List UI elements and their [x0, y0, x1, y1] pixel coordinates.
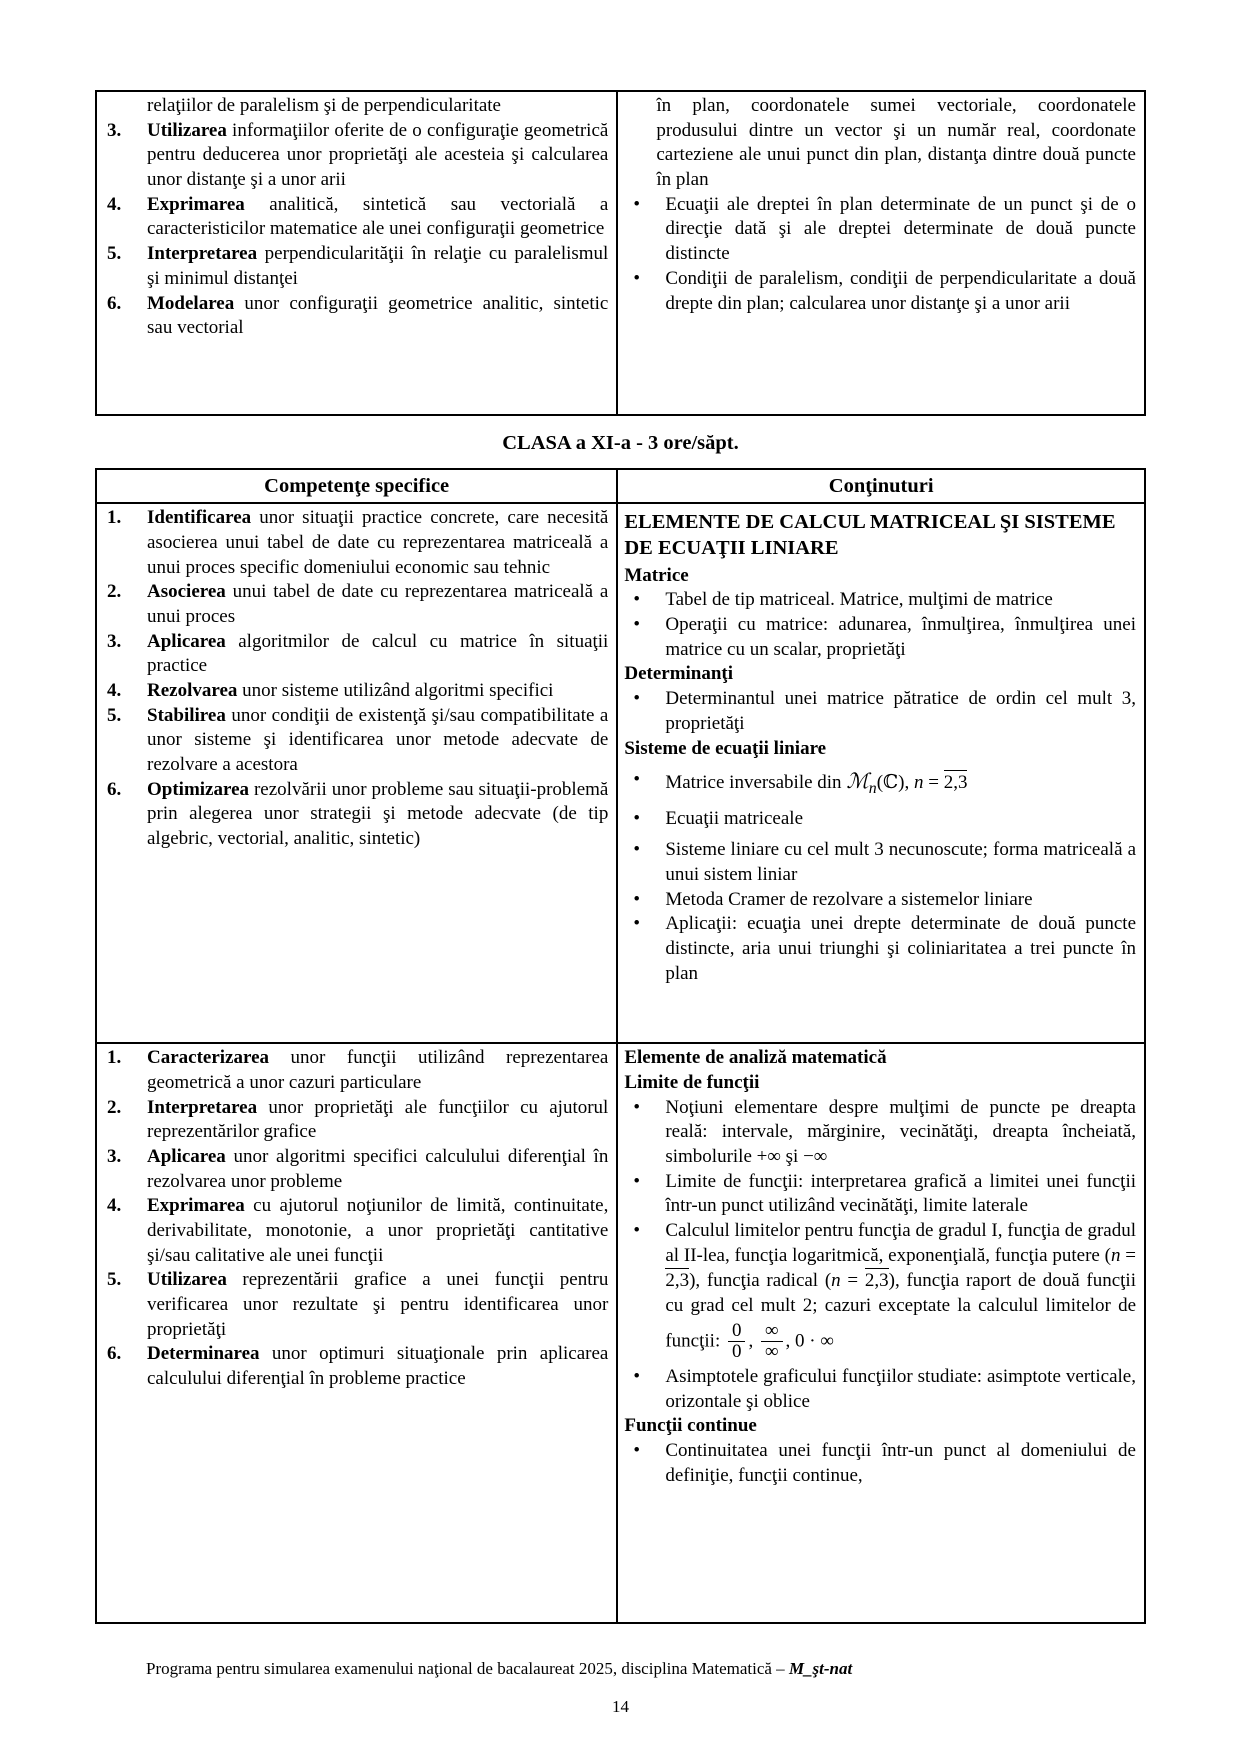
content-bullet-math — [624, 768, 1136, 799]
bullet-marker: • — [633, 1365, 640, 1387]
item-number: 4. — [107, 680, 122, 702]
item-number: 6. — [107, 1343, 122, 1365]
math-equals: = — [923, 772, 944, 794]
fraction-numerator: 0 — [728, 1321, 746, 1343]
table-continuation — [95, 90, 1146, 416]
numbered-item — [103, 506, 608, 580]
item-rest: unui tabel de date cu reprezentarea matriceală a unui proces — [147, 581, 609, 627]
bullet-text: Ecuaţii matriceale — [665, 807, 804, 829]
item-number: 3. — [107, 630, 122, 652]
item-text — [147, 1194, 608, 1268]
content-bullet — [624, 613, 1136, 662]
item-rest: unor sisteme utilizând algoritmi specifici — [237, 680, 554, 702]
item-lead: Utilizarea — [147, 119, 227, 141]
bullet-marker: • — [633, 1096, 640, 1118]
fraction-zero-over-zero — [728, 1321, 746, 1363]
subsection-heading: Funcţii continue — [624, 1415, 757, 1437]
item-lead: Aplicarea — [147, 630, 226, 652]
continuation-text: în plan, coordonatele sumei vectoriale, coordonatele produsului dintre un vector şi un număr real, coordonate carteziene ale unui punct din plan, distanţa dintre două puncte în plan — [656, 95, 1136, 191]
item-text — [147, 1342, 608, 1391]
item-number: 1. — [107, 1047, 122, 1069]
item-text — [147, 778, 608, 852]
numbered-item — [103, 1268, 608, 1342]
content-bullet — [624, 687, 1136, 736]
footer-program-code: M_şt-nat — [788, 1659, 853, 1678]
content-bullet — [624, 588, 1136, 613]
item-rest: unor algoritmi specifici calculului diferenţial în rezolvarea unor probleme — [147, 1145, 609, 1192]
item-text — [147, 1268, 608, 1342]
item-number: 1. — [107, 507, 122, 529]
item-rest: unor optimuri situaţionale prin aplicarea calculului diferenţial în probleme practice — [147, 1343, 609, 1390]
item-rest: unor funcţii utilizând reprezentarea geometrică a unor cazuri particulare — [147, 1047, 609, 1093]
numbered-item — [103, 1194, 608, 1268]
item-number: 2. — [107, 581, 122, 603]
bullet-marker: • — [633, 769, 640, 791]
item-lead: Exprimarea — [147, 193, 245, 215]
bullet-marker: • — [633, 807, 640, 829]
numbered-item — [103, 193, 608, 242]
subsection-heading: Sisteme de ecuaţii liniare — [624, 737, 827, 759]
item-number: 5. — [107, 704, 122, 726]
numbered-item — [103, 704, 608, 778]
item-rest: cu ajutorul noţiunilor de limită, continuitate, derivabilitate, monotonie, a unor proprietăţi cantitative şi/sau calitative ale unei funcţii — [147, 1195, 609, 1266]
page-number: 14 — [612, 1697, 629, 1716]
section-heading: CLASA a XI-a - 3 ore/săpt. — [502, 432, 739, 454]
subsection-heading: Elemente de analiză matematică — [624, 1047, 887, 1069]
bullet-text: Noţiuni elementare despre mulţimi de puncte pe dreapta reală: intervale, mărginire, vecinătăţi, dreapta încheiată, simbolurile +∞ şi −∞ — [665, 1096, 1136, 1167]
item-number: 4. — [107, 1195, 122, 1217]
item-lead: Modelarea — [147, 292, 235, 314]
bullet-text-math — [665, 1219, 1136, 1365]
math-equals: = — [840, 1270, 865, 1292]
subsection-heading: Limite de funcţii — [624, 1071, 760, 1093]
content-bullet-math — [624, 1219, 1136, 1365]
math-variable: n — [1110, 1244, 1121, 1266]
fraction-inf-over-inf — [761, 1321, 783, 1363]
chapter-title: ELEMENTE DE CALCUL MATRICEAL ŞI SISTEME DE ECUAŢII LINIARE — [624, 511, 1116, 560]
contents-cell — [617, 1043, 1145, 1623]
item-text — [147, 292, 608, 341]
page-footer — [146, 1658, 1201, 1680]
numbered-item — [103, 119, 608, 193]
footer-text: Programa pentru simularea examenului naţional de bacalaureat 2025, disciplina Matematică – — [146, 1659, 789, 1678]
bullet-text: Continuitatea unei funcţii într-un punct al domeniului de definiţie, funcţii continue, — [665, 1439, 1136, 1486]
item-number: 5. — [107, 243, 122, 265]
item-lead: Rezolvarea — [147, 680, 238, 702]
matrix-set-symbol: ℳ — [846, 769, 869, 794]
item-text — [147, 704, 608, 778]
item-number: 6. — [107, 778, 122, 800]
bullet-marker: • — [633, 1220, 640, 1242]
item-text — [147, 242, 608, 291]
bullet-text: Metoda Cramer de rezolvare a sistemelor liniare — [665, 888, 1033, 910]
item-number: 2. — [107, 1096, 122, 1118]
numbered-item — [103, 778, 608, 852]
math-separator: , — [748, 1330, 758, 1352]
item-lead: Determinarea — [147, 1343, 260, 1365]
content-bullet — [624, 1170, 1136, 1219]
item-lead: Identificarea — [147, 507, 252, 529]
competences-cell — [96, 503, 617, 1043]
bullet-marker: • — [633, 839, 640, 861]
math-variable: n — [913, 772, 924, 794]
math-text: Calculul limitelor pentru funcţia de gradul I, funcţia de gradul al II-lea, funcţia logaritmică, exponenţială, funcţia putere ( — [665, 1220, 1136, 1266]
bullet-text: Operaţii cu matrice: adunarea, înmulţirea, înmulţirea unei matrice cu un scalar, proprietăţi — [665, 614, 1136, 660]
bullet-marker: • — [633, 267, 640, 289]
item-text — [147, 580, 608, 629]
continuation-text: relaţiilor de paralelism şi de perpendicularitate — [147, 95, 501, 116]
contents-cell-continuation — [617, 91, 1145, 415]
math-text: 0 · ∞ — [795, 1330, 834, 1352]
numbered-item — [103, 1046, 608, 1095]
bullet-text: Determinantul unei matrice pătratice de ordin cel mult 3, proprietăţi — [665, 688, 1136, 734]
bullet-text: Asimptotele graficului funcţiilor studiate: asimptote verticale, orizontale şi oblice — [665, 1365, 1136, 1412]
bullet-text-math — [665, 768, 1136, 799]
overlined-range: 2,3 — [943, 772, 968, 794]
item-rest: unor proprietăţi ale funcţiilor cu ajutorul reprezentărilor grafice — [147, 1096, 609, 1143]
item-lead: Exprimarea — [147, 1195, 245, 1217]
item-text — [147, 506, 608, 580]
numbered-item — [103, 1096, 608, 1145]
bullet-text: Condiţii de paralelism, condiţii de perpendicularitate a două drepte din plan; calcularea unor distanţe şi a unor arii — [665, 267, 1136, 314]
numbered-item — [103, 630, 608, 679]
content-bullet — [624, 1096, 1136, 1170]
item-lead: Stabilirea — [147, 704, 226, 726]
item-rest: informaţiilor oferite de o configuraţie geometrică pentru deducerea unor proprietăţi ale acesteia şi calcularea unor distanţe şi a unor arii — [147, 119, 609, 191]
numbered-item — [103, 679, 608, 704]
bullet-marker: • — [633, 688, 640, 710]
item-number: 3. — [107, 1145, 122, 1167]
math-text: ), funcţia raport de două funcţii cu grad cel mult 2; cazuri exceptate la calculul limitelor de funcţii: — [665, 1270, 1136, 1352]
item-rest: analitică, sintetică sau vectorială a caracteristicilor matematice ale unei configuraţii geometrice — [147, 193, 609, 240]
bullet-marker: • — [633, 193, 640, 215]
item-lead: Utilizarea — [147, 1269, 227, 1291]
bullet-marker: • — [633, 614, 640, 636]
content-bullet — [624, 888, 1136, 913]
curriculum-table — [95, 468, 1146, 1625]
item-text — [147, 119, 608, 193]
bullet-marker: • — [633, 888, 640, 910]
item-text — [147, 630, 608, 679]
item-lead: Caracterizarea — [147, 1047, 270, 1069]
item-number: 4. — [107, 193, 122, 215]
item-lead: Aplicarea — [147, 1145, 226, 1167]
content-bullet — [624, 1439, 1136, 1488]
fraction-denominator: ∞ — [764, 1341, 779, 1363]
bullet-text: Sisteme liniare cu cel mult 3 necunoscute; forma matriceală a unui sistem liniar — [665, 839, 1136, 885]
competences-cell-continuation — [96, 91, 617, 415]
table-row — [96, 503, 1145, 1043]
item-rest: unor situaţii practice concrete, care necesită asocierea unui tabel de date cu reprezentarea matriceală a unui proces specific domeniului economic sau tehnic — [147, 507, 609, 578]
content-bullet — [624, 912, 1136, 986]
fraction-numerator: ∞ — [761, 1321, 783, 1343]
page-content — [95, 90, 1146, 1624]
fraction-denominator: 0 — [731, 1341, 742, 1363]
overlined-range: 2,3 — [665, 1270, 690, 1292]
item-rest: reprezentării grafice a unei funcţii pentru verificarea unor rezultate şi pentru identificarea unor proprietăţi — [147, 1269, 609, 1340]
item-text — [147, 679, 608, 704]
item-text — [147, 193, 608, 242]
item-rest: rezolvării unor probleme sau situaţii-problemă prin alegerea unor strategii şi metode adecvate (de tip algebric, vectorial, analitic, sintetic) — [147, 778, 609, 850]
bullet-marker: • — [633, 589, 640, 611]
column-header-competences: Competenţe specifice — [96, 469, 617, 504]
item-rest: unor configuraţii geometrice analitic, sintetic sau vectorial — [147, 292, 609, 339]
bullet-marker: • — [633, 1439, 640, 1461]
item-text — [147, 1145, 608, 1194]
numbered-item — [103, 292, 608, 341]
math-text: ), funcţia radical ( — [689, 1270, 832, 1292]
item-text — [147, 1046, 608, 1095]
item-number: 5. — [107, 1269, 122, 1291]
table-row — [96, 1043, 1145, 1623]
content-bullet — [624, 838, 1136, 887]
content-bullet — [624, 807, 1136, 832]
numbered-item — [103, 242, 608, 291]
math-separator: , — [785, 1330, 796, 1352]
item-rest: algoritmilor de calcul cu matrice în situaţii practice — [147, 630, 609, 677]
item-rest: perpendicularităţii în relaţie cu paralelismul şi minimul distanţei — [147, 243, 609, 289]
bullet-marker: • — [633, 913, 640, 935]
math-separator: , — [904, 772, 914, 794]
item-number: 6. — [107, 292, 122, 314]
numbered-item — [103, 580, 608, 629]
subsection-heading: Matrice — [624, 564, 689, 586]
numbered-item — [103, 1342, 608, 1391]
item-lead: Asocierea — [147, 581, 226, 603]
item-lead: Interpretarea — [147, 1096, 258, 1118]
competences-cell — [96, 1043, 617, 1623]
numbered-item — [103, 1145, 608, 1194]
bullet-text: Ecuaţii ale dreptei în plan determinate de un punct şi de o direcţie dată şi ale dreptei determinate de două puncte distincte — [665, 193, 1136, 265]
contents-cell — [617, 503, 1145, 1043]
table-header-row — [96, 469, 1145, 504]
bullet-text: Tabel de tip matriceal. Matrice, mulţimi de matrice — [665, 589, 1053, 611]
math-equals: = — [1120, 1244, 1137, 1266]
math-variable: n — [831, 1270, 841, 1292]
item-lead: Interpretarea — [147, 243, 258, 265]
subsection-heading: Determinanţi — [624, 663, 734, 685]
overlined-range: 2,3 — [864, 1270, 889, 1292]
matrix-set-args: (ℂ) — [876, 772, 905, 794]
bullet-text: Aplicaţii: ecuaţia unei drepte determinate de două puncte distincte, aria unui triunghi şi coliniaritatea a trei puncte în plan — [665, 913, 1136, 984]
matrix-set-subscript: n — [868, 780, 877, 797]
column-header-contents: Conţinuturi — [617, 469, 1145, 504]
item-lead: Optimizarea — [147, 778, 250, 800]
content-bullet — [624, 267, 1136, 316]
item-number: 3. — [107, 119, 122, 141]
content-bullet — [624, 1365, 1136, 1414]
bullet-text: Limite de funcţii: interpretarea grafică a limitei unei funcţii într-un punct utilizând vecinătăţi, limite laterale — [665, 1170, 1136, 1217]
bullet-marker: • — [633, 1170, 640, 1192]
item-text — [147, 1096, 608, 1145]
math-prefix: Matrice inversabile din — [665, 772, 847, 794]
content-bullet — [624, 193, 1136, 267]
item-rest: unor condiţii de existenţă şi/sau compatibilitate a unor sisteme şi identificarea unor metode adecvate de rezolvare a acestora — [147, 704, 609, 776]
